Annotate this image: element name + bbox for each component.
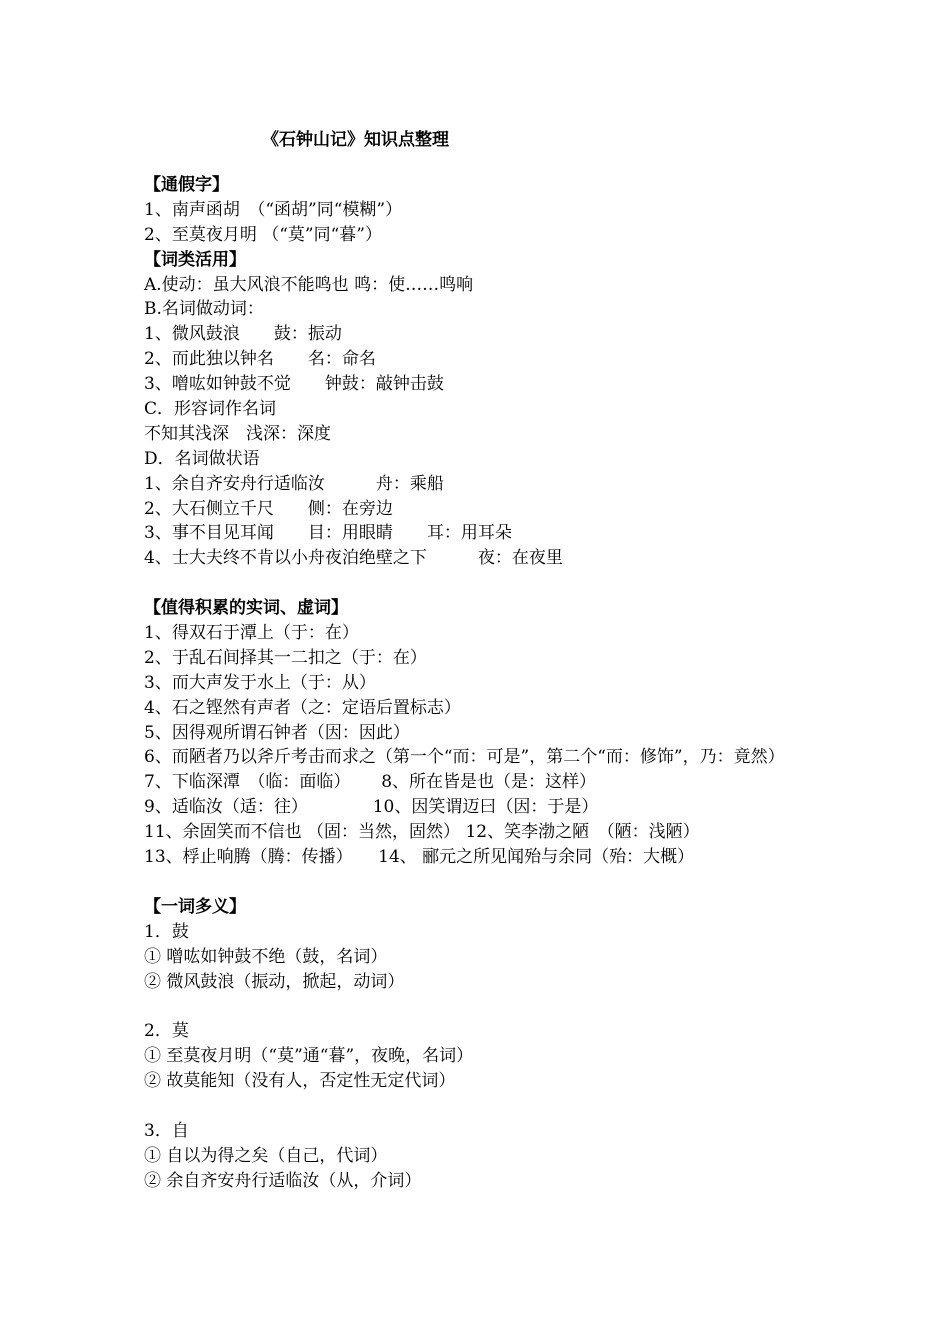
text-line: 3、事不目见耳闻 目：用眼睛 耳：用耳朵 xyxy=(144,523,512,544)
blank-line xyxy=(144,1094,816,1119)
text-line: 11、余固笑而不信也 （固：当然，固然） 12、笑李渤之陋 （陋：浅陋） xyxy=(144,822,700,843)
word-entry: 1．鼓 xyxy=(144,921,189,942)
text-line: 7、下临深潭 （临：面临） 8、所在皆是也（是：这样） xyxy=(144,772,597,793)
blank-line xyxy=(144,571,816,596)
document-body xyxy=(144,173,816,1194)
word-meaning: ① 自以为得之矣（自己，代词） xyxy=(144,1145,388,1166)
text-line: 5、因得观所谓石钟者（因：因此） xyxy=(144,722,410,743)
text-line: 2、于乱石间择其一二扣之（于：在） xyxy=(144,647,427,668)
blank-line xyxy=(144,870,816,895)
word-entry: 3．自 xyxy=(144,1120,189,1141)
text-line: 4、士大夫终不肯以小舟夜泊绝壁之下 夜：在夜里 xyxy=(144,548,563,569)
text-line: 13、桴止响腾（腾：传播） 14、 郦元之所见闻殆与余同（殆：大概） xyxy=(144,847,695,868)
word-meaning: ① 噌吰如钟鼓不绝（鼓，名词） xyxy=(144,946,388,967)
word-entry: 2．莫 xyxy=(144,1021,189,1042)
text-line: 9、适临汝（适：往） 10、因笑谓迈曰（因：于是） xyxy=(144,797,599,818)
text-line: 6、而陋者乃以斧斤考击而求之（第一个“而：可是”，第二个“而：修饰”，乃：竟然） xyxy=(144,747,785,768)
text-line: 不知其浅深 浅深：深度 xyxy=(144,423,331,444)
text-line: 1、余自齐安舟行适临汝 舟：乘船 xyxy=(144,473,444,494)
text-line: B.名词做动词： xyxy=(144,299,264,320)
blank-line xyxy=(144,994,816,1019)
word-meaning: ② 微风鼓浪（振动，掀起，动词） xyxy=(144,971,405,992)
section-heading-cilei: 【词类活用】 xyxy=(144,249,246,270)
text-line: 1、南声函胡 （“函胡”同“模糊”） xyxy=(144,199,403,220)
text-line: D．名词做状语 xyxy=(144,448,260,469)
word-meaning: ① 至莫夜月明（“莫”通“暮”，夜晚，名词） xyxy=(144,1046,474,1067)
text-line: 2、大石侧立千尺 侧：在旁边 xyxy=(144,498,393,519)
text-line: 2、而此独以钟名 名：命名 xyxy=(144,349,376,370)
word-meaning: ② 余自齐安舟行适临汝（从，介词） xyxy=(144,1170,422,1191)
text-line: 1、微风鼓浪 鼓：振动 xyxy=(144,324,342,345)
section-heading-tongjia: 【通假字】 xyxy=(144,175,229,195)
section-heading-duoyi: 【一词多义】 xyxy=(144,896,246,917)
page-title: 《石钟山记》知识点整理 xyxy=(262,130,449,150)
word-meaning: ② 故莫能知（没有人，否定性无定代词） xyxy=(144,1071,456,1092)
text-line: 1、得双石于潭上（于：在） xyxy=(144,623,359,644)
section-heading-shici: 【值得积累的实词、虚词】 xyxy=(144,598,348,619)
text-line: 3、而大声发于水上（于：从） xyxy=(144,672,376,693)
text-line: 2、至莫夜月明 （“莫”同“暮”） xyxy=(144,224,382,245)
text-line: A.使动：虽大风浪不能鸣也 鸣：使……鸣响 xyxy=(144,274,474,295)
text-line: C．形容词作名词 xyxy=(144,399,277,420)
text-line: 3、噌吰如钟鼓不觉 钟鼓：敲钟击鼓 xyxy=(144,374,444,395)
text-line: 4、石之铿然有声者（之：定语后置标志） xyxy=(144,697,461,718)
